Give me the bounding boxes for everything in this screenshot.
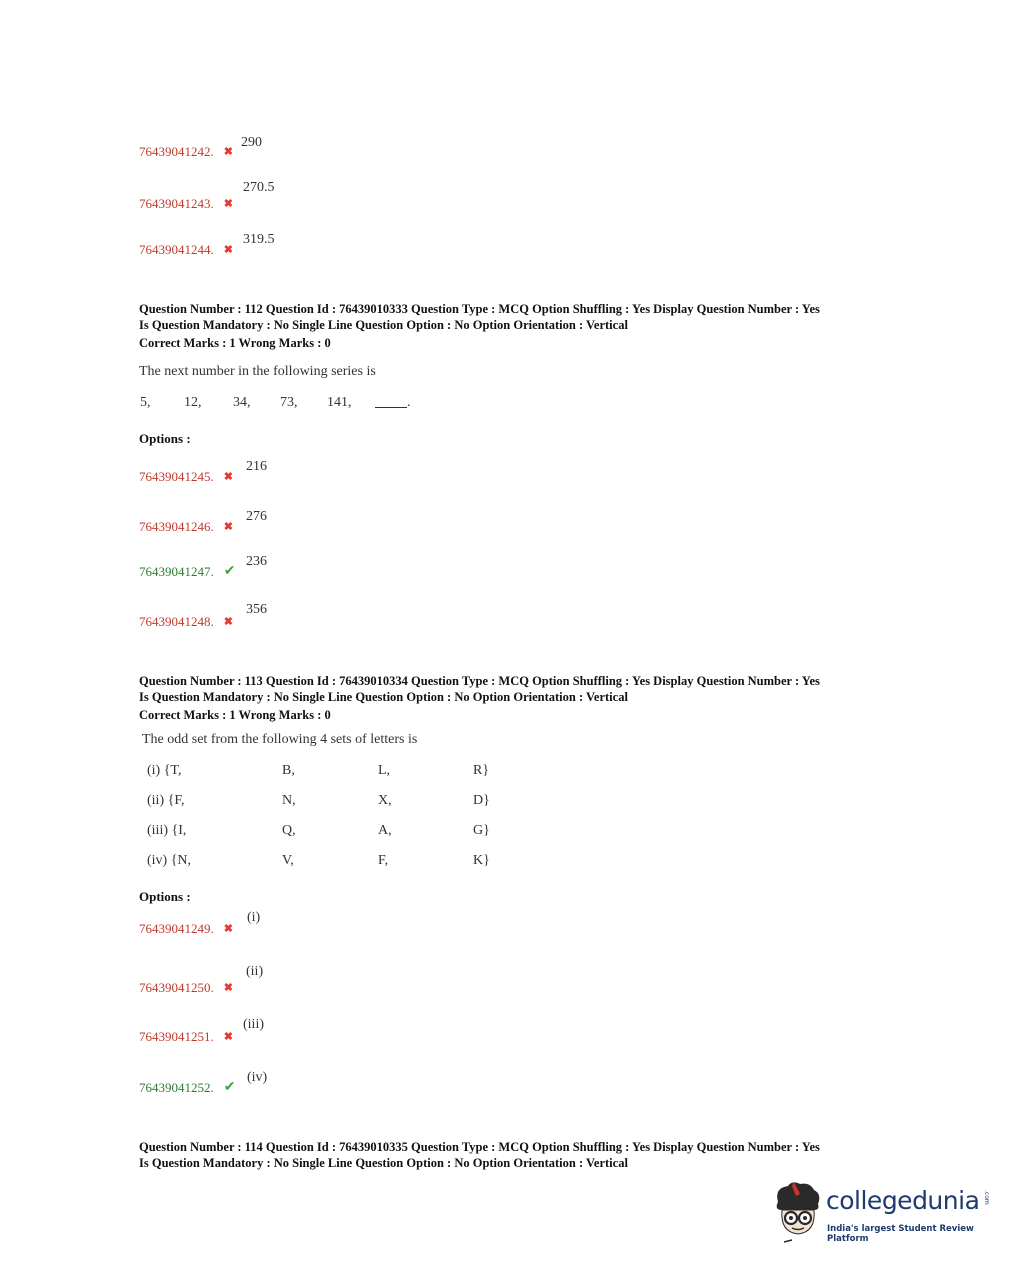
meta-line: Is Question Mandatory : No Single Line Question Option : No Option Orientation : Vertical bbox=[139, 690, 628, 704]
option-item bbox=[139, 468, 233, 486]
question-text: The next number in the following series is bbox=[139, 364, 376, 379]
option-item bbox=[139, 613, 233, 631]
table-cell: F, bbox=[378, 853, 389, 868]
cross-icon: ✖ bbox=[223, 1031, 233, 1043]
option-item bbox=[139, 920, 233, 938]
option-item bbox=[139, 1028, 233, 1046]
meta-line: Is Question Mandatory : No Single Line Question Option : No Option Orientation : Vertical bbox=[139, 318, 628, 332]
meta-line: Is Question Mandatory : No Single Line Question Option : No Option Orientation : Vertical bbox=[139, 1156, 628, 1170]
option-id: 76439041247. bbox=[139, 564, 214, 579]
option-id: 76439041251. bbox=[139, 1029, 214, 1044]
series-term: 12, bbox=[184, 395, 202, 410]
cross-icon: ✖ bbox=[223, 244, 233, 256]
meta-line: Question Number : 113 Question Id : 76439010334 Question Type : MCQ Option Shuffling : Yes Display Question Number : Yes bbox=[139, 674, 820, 688]
logo-tagline: India's largest Student Review Platform bbox=[827, 1224, 974, 1244]
table-cell: (ii) {F, bbox=[147, 793, 185, 808]
mascot-icon bbox=[770, 1180, 826, 1244]
check-icon: ✔ bbox=[223, 1080, 236, 1095]
option-id: 76439041249. bbox=[139, 921, 214, 936]
table-cell: L, bbox=[378, 763, 391, 778]
number-series bbox=[140, 395, 411, 411]
table-cell: G} bbox=[473, 823, 490, 838]
table-row bbox=[147, 846, 490, 876]
series-end: . bbox=[407, 395, 411, 410]
question-meta bbox=[139, 1139, 820, 1171]
options-label: Options : bbox=[139, 431, 191, 446]
option-value: (iv) bbox=[247, 1070, 268, 1085]
option-item bbox=[139, 518, 233, 536]
series-term: 34, bbox=[233, 395, 251, 410]
table-cell: (i) {T, bbox=[147, 763, 182, 778]
table-cell: R} bbox=[473, 763, 490, 778]
table-row bbox=[147, 816, 490, 846]
option-value: 290 bbox=[241, 135, 262, 150]
cross-icon: ✖ bbox=[223, 146, 233, 158]
table-cell: B, bbox=[282, 763, 295, 778]
meta-line: Question Number : 114 Question Id : 76439010335 Question Type : MCQ Option Shuffling : Yes Display Question Number : Yes bbox=[139, 1140, 820, 1154]
table-cell: (iii) {I, bbox=[147, 823, 187, 838]
cross-icon: ✖ bbox=[223, 923, 233, 935]
answer-blank bbox=[375, 395, 407, 408]
option-id: 76439041246. bbox=[139, 519, 214, 534]
option-item bbox=[139, 979, 233, 997]
option-id: 76439041243. bbox=[139, 196, 214, 211]
table-cell: V, bbox=[282, 853, 294, 868]
option-item bbox=[139, 143, 233, 161]
option-id: 76439041248. bbox=[139, 614, 214, 629]
options-label: Options : bbox=[139, 889, 191, 904]
option-id: 76439041245. bbox=[139, 469, 214, 484]
table-row bbox=[147, 756, 490, 786]
option-value: 319.5 bbox=[243, 232, 275, 247]
question-meta bbox=[139, 301, 820, 333]
series-term: 73, bbox=[280, 395, 298, 410]
option-value: (i) bbox=[247, 910, 261, 925]
cross-icon: ✖ bbox=[223, 982, 233, 994]
table-cell: (iv) {N, bbox=[147, 853, 192, 868]
table-cell: K} bbox=[473, 853, 490, 868]
option-item bbox=[139, 195, 233, 213]
option-value: 216 bbox=[246, 459, 267, 474]
option-value: 276 bbox=[246, 509, 267, 524]
option-item bbox=[139, 241, 233, 259]
series-term: 141, bbox=[327, 395, 352, 410]
option-value: (iii) bbox=[243, 1017, 264, 1032]
option-value: 356 bbox=[246, 602, 267, 617]
meta-line: Question Number : 112 Question Id : 76439010333 Question Type : MCQ Option Shuffling : Yes Display Question Number : Yes bbox=[139, 302, 820, 316]
cross-icon: ✖ bbox=[223, 198, 233, 210]
letter-sets-table bbox=[147, 756, 490, 876]
marks-line: Correct Marks : 1 Wrong Marks : 0 bbox=[139, 708, 331, 722]
option-value: 236 bbox=[246, 554, 267, 569]
table-cell: Q, bbox=[282, 823, 296, 838]
series-term: 5, bbox=[140, 395, 151, 410]
marks-line: Correct Marks : 1 Wrong Marks : 0 bbox=[139, 336, 331, 350]
option-id: 76439041252. bbox=[139, 1080, 214, 1095]
question-text: The odd set from the following 4 sets of letters is bbox=[142, 732, 418, 747]
cross-icon: ✖ bbox=[223, 471, 233, 483]
option-value: (ii) bbox=[246, 964, 264, 979]
option-id: 76439041242. bbox=[139, 144, 214, 159]
table-cell: D} bbox=[473, 793, 490, 808]
option-item bbox=[139, 1079, 235, 1097]
check-icon: ✔ bbox=[223, 564, 236, 579]
logo-suffix: .com bbox=[983, 1190, 990, 1205]
logo-wordmark: collegedunia bbox=[826, 1186, 980, 1215]
cross-icon: ✖ bbox=[223, 521, 233, 533]
option-value: 270.5 bbox=[243, 180, 275, 195]
table-row bbox=[147, 786, 490, 816]
table-cell: N, bbox=[282, 793, 296, 808]
question-meta bbox=[139, 673, 820, 705]
table-cell: A, bbox=[378, 823, 392, 838]
option-id: 76439041250. bbox=[139, 980, 214, 995]
option-id: 76439041244. bbox=[139, 242, 214, 257]
collegedunia-logo bbox=[770, 1180, 995, 1245]
cross-icon: ✖ bbox=[223, 616, 233, 628]
option-item bbox=[139, 563, 235, 581]
table-cell: X, bbox=[378, 793, 392, 808]
